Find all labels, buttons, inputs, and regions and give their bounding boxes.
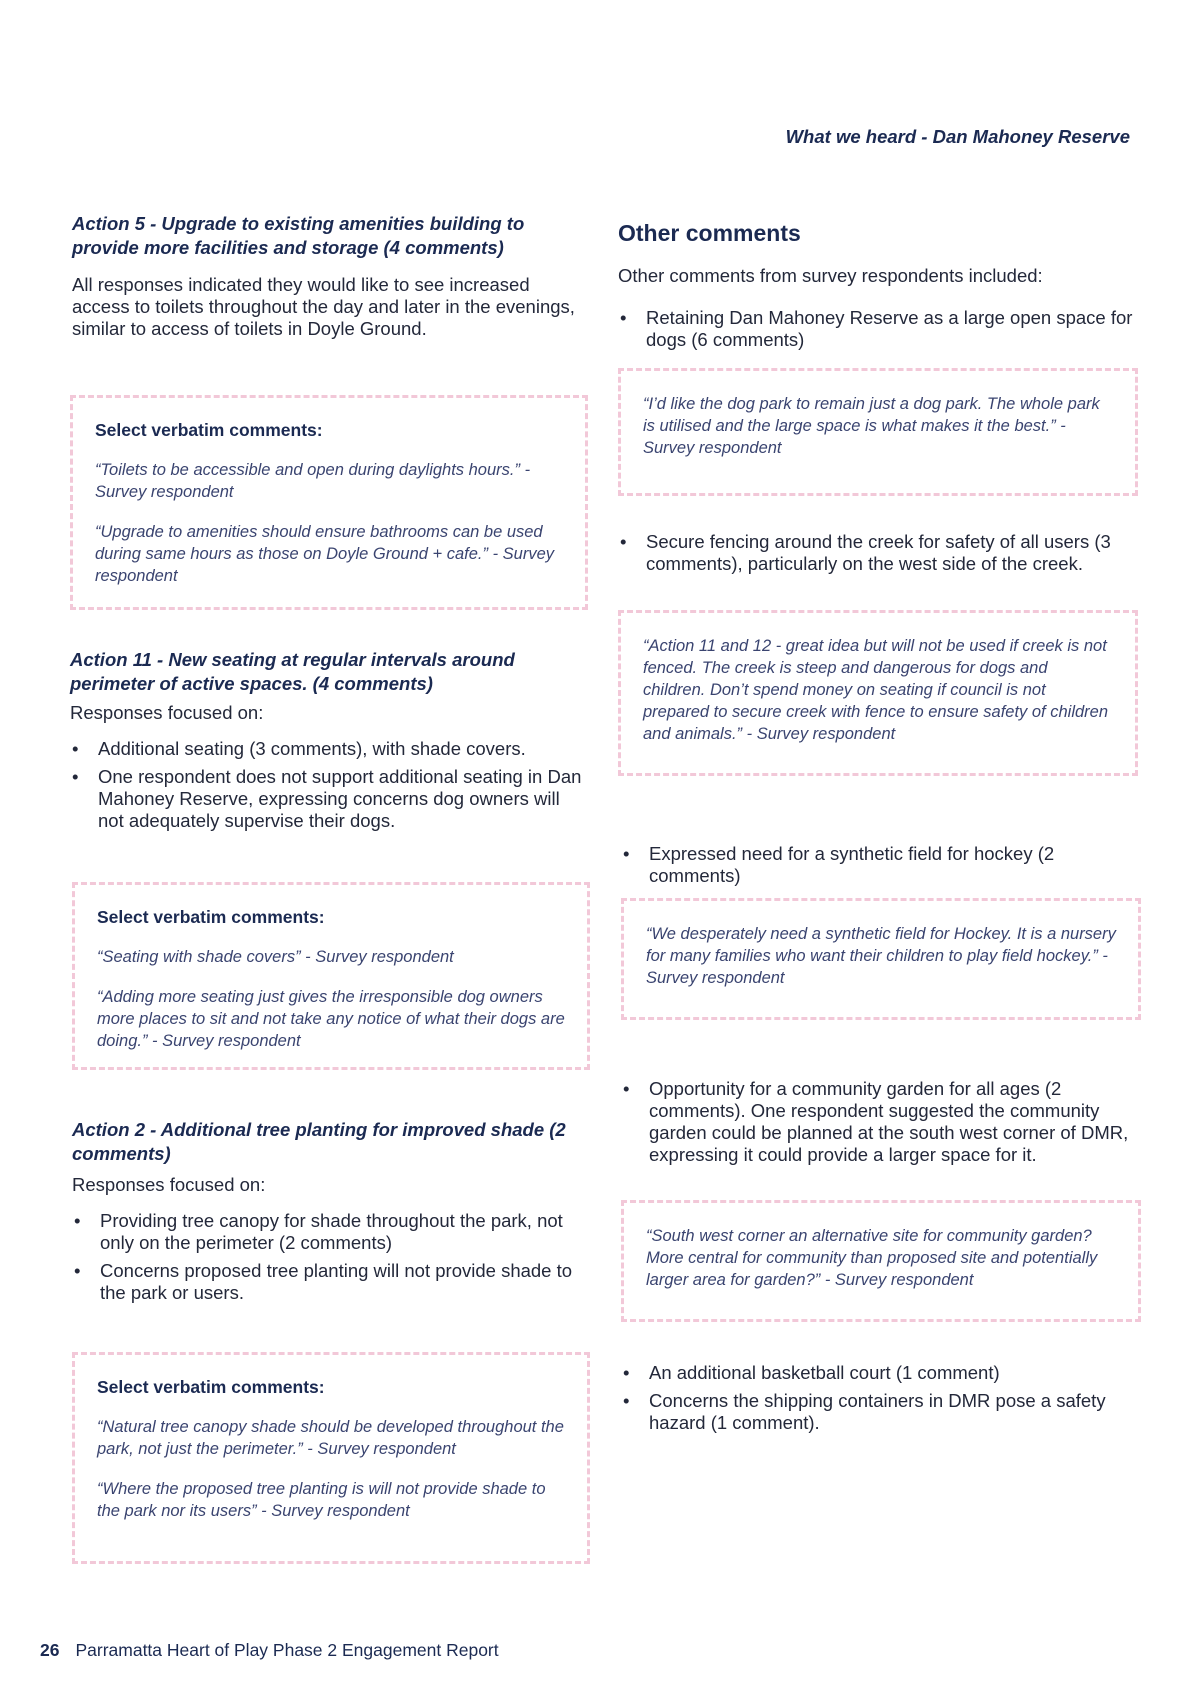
list-item: • Providing tree canopy for shade throughout the park, not only on the perimeter (2 comments) — [72, 1210, 592, 1254]
action11-title: Action 11 - New seating at regular intervals around perimeter of active spaces. (4 comments) — [70, 649, 515, 694]
verbatim-title: Select verbatim comments: — [97, 1377, 325, 1397]
other-quote-box-3 — [621, 898, 1141, 1020]
list-item: • Retaining Dan Mahoney Reserve as a large open space for dogs (6 comments) — [618, 307, 1138, 351]
action11-intro: Responses focused on: — [70, 702, 264, 723]
other-comments-header — [618, 220, 1138, 287]
list-item: • An additional basketball court (1 comment) — [621, 1362, 1141, 1384]
action11-bullets — [70, 738, 590, 832]
action5-section — [72, 212, 582, 340]
verbatim-quote: “Adding more seating just gives the irresponsible dog owners more places to sit and not take any notice of what their dogs are doing.” - Survey respondent — [97, 988, 565, 1050]
action5-verbatim-box — [70, 395, 588, 610]
list-item: • Concerns proposed tree planting will not provide shade to the park or users. — [72, 1260, 592, 1304]
other-comments-intro: Other comments from survey respondents included: — [618, 265, 1043, 286]
action2-verbatim-box — [72, 1352, 590, 1564]
action5-body: All responses indicated they would like to see increased access to toilets throughout the day and later in the evenings, similar to access of toilets in Doyle Ground. — [72, 274, 575, 339]
verbatim-quote: “Upgrade to amenities should ensure bathrooms can be used during same hours as those on Doyle Ground + cafe.” - Survey respondent — [95, 523, 555, 585]
page-number: 26 — [40, 1640, 60, 1660]
verbatim-title: Select verbatim comments: — [97, 907, 325, 927]
action11-verbatim-box — [72, 882, 590, 1070]
action11-section — [70, 648, 590, 838]
verbatim-quote: “South west corner an alternative site for community garden? More central for community than proposed site and potentially larger area for garden?” - Survey respondent — [646, 1227, 1098, 1289]
action5-title: Action 5 - Upgrade to existing amenities building to provide more facilities and storage (4 comments) — [72, 213, 525, 258]
verbatim-quote: “We desperately need a synthetic field for Hockey. It is a nursery for many families who want their children to play field hockey.” - Survey respondent — [646, 925, 1116, 987]
action2-title: Action 2 - Additional tree planting for improved shade (2 comments) — [72, 1119, 566, 1164]
list-item: • One respondent does not support additional seating in Dan Mahoney Reserve, expressing concerns dog owners will not adequately supervise their dogs. — [70, 766, 590, 832]
other-final-bullets — [621, 1362, 1141, 1440]
verbatim-quote: “Toilets to be accessible and open during daylights hours.” - Survey respondent — [95, 461, 531, 501]
page-header: What we heard - Dan Mahoney Reserve — [785, 126, 1130, 147]
action2-intro: Responses focused on: — [72, 1174, 266, 1195]
other-bullet-2 — [618, 531, 1138, 581]
other-bullet-3 — [621, 843, 1141, 893]
list-item: • Concerns the shipping containers in DMR pose a safety hazard (1 comment). — [621, 1390, 1141, 1434]
other-bullet-1 — [618, 307, 1138, 357]
other-quote-box-1 — [618, 368, 1138, 496]
action2-bullets — [72, 1210, 592, 1304]
verbatim-quote: “Natural tree canopy shade should be developed throughout the park, not just the perimeter.” - Survey respondent — [97, 1418, 564, 1458]
list-item: • Secure fencing around the creek for safety of all users (3 comments), particularly on the west side of the creek. — [618, 531, 1138, 575]
report-title: Parramatta Heart of Play Phase 2 Engagement Report — [75, 1640, 499, 1660]
verbatim-quote: “Action 11 and 12 - great idea but will not be used if creek is not fenced. The creek is steep and dangerous for dogs and children. Don’t spend money on seating if council is not prepared to secure creek with fence to ensure safety of children and animals.” - Survey respondent — [643, 637, 1109, 743]
verbatim-quote: “Where the proposed tree planting is will not provide shade to the park nor its users” - Survey respondent — [97, 1480, 546, 1520]
verbatim-title: Select verbatim comments: — [95, 420, 323, 440]
page-footer — [40, 1640, 499, 1661]
list-item: • Additional seating (3 comments), with shade covers. — [70, 738, 590, 760]
other-quote-box-2 — [618, 610, 1138, 776]
verbatim-quote: “I’d like the dog park to remain just a dog park. The whole park is utilised and the large space is what makes it the best.” - Survey respondent — [643, 395, 1100, 457]
other-quote-box-4 — [621, 1200, 1141, 1322]
other-bullet-4 — [621, 1078, 1141, 1172]
list-item: • Expressed need for a synthetic field for hockey (2 comments) — [621, 843, 1141, 887]
section-heading: Other comments — [618, 220, 801, 246]
list-item: • Opportunity for a community garden for all ages (2 comments). One respondent suggested the community garden could be planned at the south west corner of DMR, expressing it could provide a larger space for it. — [621, 1078, 1141, 1166]
action2-section — [72, 1118, 592, 1310]
verbatim-quote: “Seating with shade covers” - Survey respondent — [97, 948, 454, 966]
